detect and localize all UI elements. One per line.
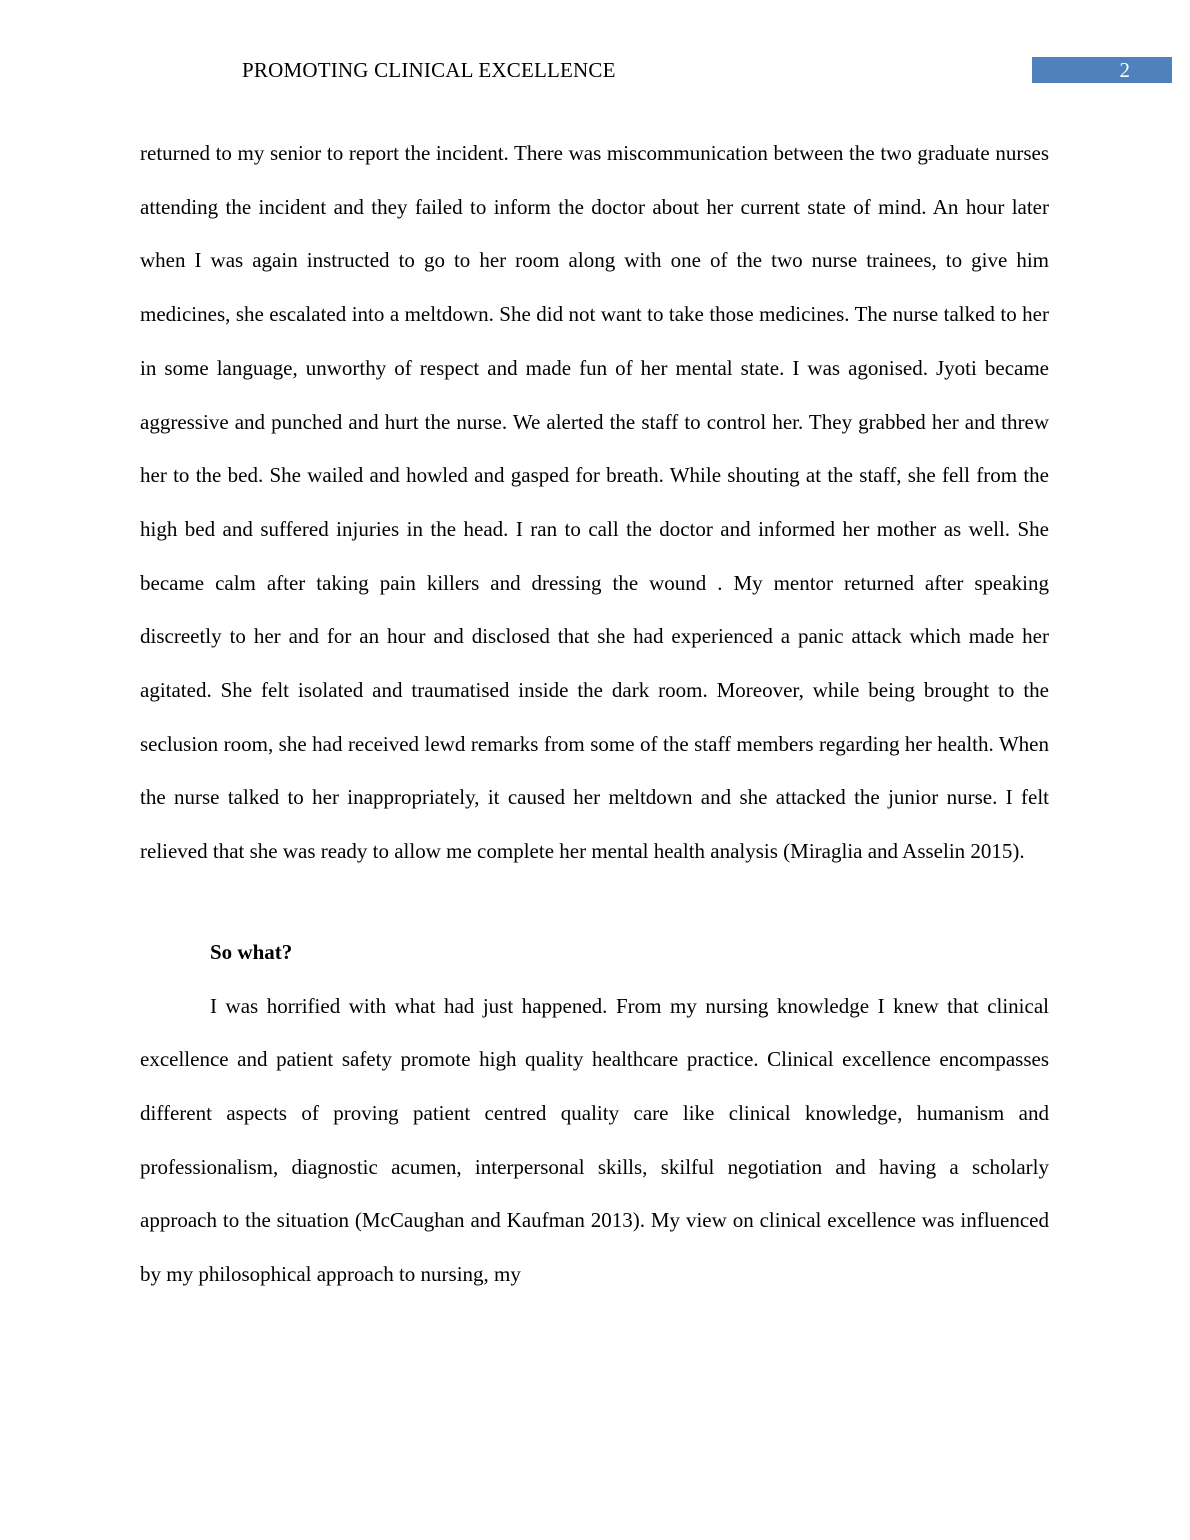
page-number-box xyxy=(1032,57,1172,83)
section-heading: So what? xyxy=(210,939,293,964)
body-paragraph: I was horrified with what had just happened. From my nursing knowledge I knew that clinical excellence and patient safety promote high quality healthcare practice. Clinical excellence encompasses different aspects of proving patient centred quality care like clinical knowledge, humanism and professionalism, diagnostic acumen, interpersonal skills, skilful negotiation and having a scholarly approach to the situation (McCaughan and Kaufman 2013). My view on clinical excellence was influenced by my philosophical approach to nursing, my xyxy=(140,993,1049,1287)
document-body xyxy=(140,127,1049,1302)
running-head: PROMOTING CLINICAL EXCELLENCE xyxy=(242,58,616,82)
body-paragraph: returned to my senior to report the incident. There was miscommunication between the two graduate nurses attending the incident and they failed to inform the doctor about her current state of mind. An hour later when I was again instructed to go to her room along with one of the two nurse trainees, to give him medicines, she escalated into a meltdown. She did not want to take those medicines. The nurse talked to her in some language, unworthy of respect and made fun of her mental state. I was agonised. Jyoti became aggressive and punched and hurt the nurse. We alerted the staff to control her. They grabbed her and threw her to the bed. She wailed and howled and gasped for breath. While shouting at the staff, she fell from the high bed and suffered injuries in the head. I ran to call the doctor and informed her mother as well. She became calm after taking pain killers and dressing the wound . My mentor returned after speaking discreetly to her and for an hour and disclosed that she had experienced a panic attack which made her agitated. She felt isolated and traumatised inside the dark room. Moreover, while being brought to the seclusion room, she had received lewd remarks from some of the staff members regarding her health. When the nurse talked to her inappropriately, it caused her meltdown and she attacked the junior nurse. I felt relieved that she was ready to allow me complete her mental health analysis (Miraglia and Asselin 2015). xyxy=(140,141,1049,864)
page-number: 2 xyxy=(1119,58,1130,82)
